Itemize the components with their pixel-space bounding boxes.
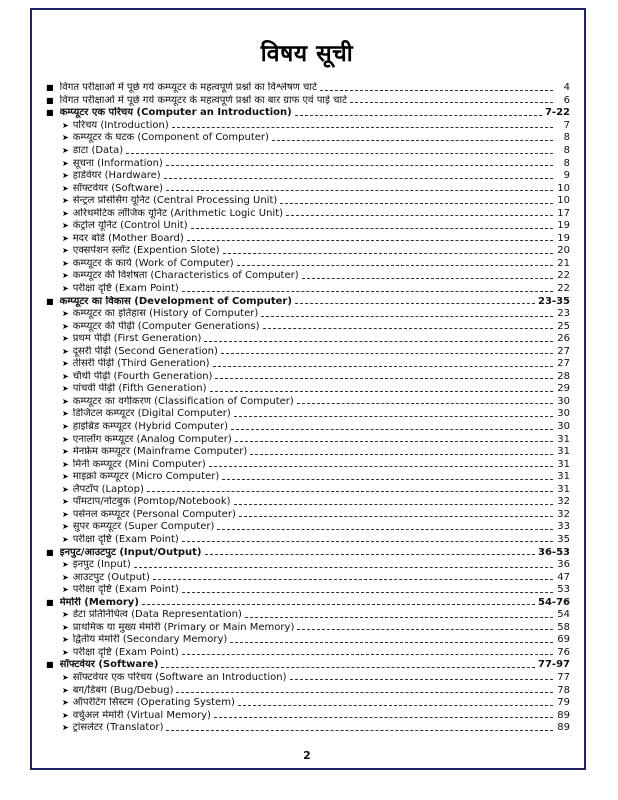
toc-entry — [44, 496, 570, 509]
toc-entry-label: पर्सनल कम्प्यूटर (Personal Computer) — [72, 508, 236, 520]
toc-entry — [44, 195, 570, 208]
dash-leader — [142, 604, 535, 605]
toc-entry — [44, 446, 570, 459]
arrow-bullet-icon: ➤ — [62, 208, 69, 218]
dash-leader — [217, 529, 553, 530]
square-bullet-icon: ■ — [46, 83, 54, 93]
toc-entry-label: आउटपुट (Output) — [72, 571, 150, 583]
arrow-bullet-icon: ➤ — [62, 685, 69, 695]
toc-entry — [44, 295, 570, 308]
toc-entry-label: एक्सपेंशन स्लॉट (Expention Slote) — [72, 245, 220, 257]
toc-entry-label: मेनफ्रेम कम्प्यूटर (Mainframe Computer) — [72, 446, 248, 458]
toc-entry-label: डेटा प्रतिनिधित्व (Data Representation) — [72, 609, 242, 621]
toc-entry-label: पॉमटाप/नोटबुक (Pomtop/Notebook) — [72, 496, 231, 508]
arrow-bullet-icon: ➤ — [62, 409, 69, 419]
page-title: विषय सूची — [260, 41, 354, 67]
arrow-bullet-icon: ➤ — [62, 196, 69, 206]
dash-leader — [239, 516, 553, 517]
dash-leader — [182, 592, 553, 593]
square-bullet-icon: ■ — [46, 597, 54, 607]
toc-entry-page: 30 — [557, 408, 570, 420]
toc-entry-page: 4 — [563, 82, 570, 94]
dash-leader — [153, 579, 553, 580]
arrow-bullet-icon: ➤ — [62, 146, 69, 155]
page-number: 2 — [303, 749, 311, 762]
dash-leader — [204, 341, 553, 342]
arrow-bullet-icon: ➤ — [62, 321, 69, 331]
toc-entry — [44, 270, 570, 283]
arrow-bullet-icon: ➤ — [62, 434, 69, 444]
toc-entry-page: 78 — [557, 684, 570, 696]
toc-entry-page: 32 — [557, 508, 570, 520]
page-border-frame — [30, 8, 586, 770]
toc-entry-label: विगत परीक्षाओं में पूछे गये कम्प्यूटर के महत्वपूर्ण प्रश्नों का बार ग्राफ एवं पाई चार्ट — [59, 94, 348, 106]
toc-entry-page: 27 — [557, 358, 570, 370]
toc-entry-page: 20 — [557, 245, 570, 257]
arrow-bullet-icon: ➤ — [62, 334, 69, 344]
toc-list — [44, 82, 570, 747]
toc-entry — [44, 345, 570, 358]
toc-entry-label: परीक्षा दृष्टि (Exam Point) — [72, 283, 179, 295]
dash-leader — [280, 203, 553, 204]
dash-leader — [172, 127, 553, 128]
toc-entry-page: 23-35 — [538, 295, 570, 307]
toc-entry — [44, 145, 570, 158]
arrow-bullet-icon: ➤ — [62, 572, 69, 582]
toc-entry-page: 76 — [557, 646, 570, 658]
toc-entry-page: 6 — [563, 94, 570, 106]
toc-entry-label: तीसरी पीढ़ी (Third Generation) — [72, 358, 210, 370]
arrow-bullet-icon: ➤ — [62, 120, 69, 130]
toc-entry-page: 26 — [557, 333, 570, 345]
dash-leader — [238, 705, 553, 706]
dash-leader — [191, 228, 553, 229]
toc-entry-label: कम्प्यूटर का विकास (Development of Computer) — [59, 295, 292, 307]
toc-entry-page: 79 — [557, 697, 570, 709]
dash-leader — [134, 567, 553, 568]
dash-leader — [222, 479, 553, 480]
toc-entry-page: 23 — [557, 308, 570, 320]
toc-entry-label: दूसरी पीढ़ी (Second Generation) — [72, 345, 218, 357]
arrow-bullet-icon: ➤ — [62, 447, 69, 457]
toc-entry — [44, 709, 570, 722]
toc-entry — [44, 371, 570, 384]
arrow-bullet-icon: ➤ — [62, 171, 69, 181]
toc-entry — [44, 95, 570, 108]
toc-entry-page: 33 — [557, 521, 570, 533]
toc-entry — [44, 672, 570, 685]
toc-entry — [44, 182, 570, 195]
toc-entry-page: 32 — [557, 496, 570, 508]
toc-entry — [44, 509, 570, 522]
toc-entry-label: चौथी पीढ़ी (Fourth Generation) — [72, 370, 213, 382]
toc-entry-page: 19 — [557, 232, 570, 244]
toc-entry-page: 77-97 — [538, 659, 570, 671]
dash-leader — [234, 504, 553, 505]
toc-entry-page: 8 — [563, 132, 570, 144]
toc-entry-page: 47 — [557, 571, 570, 583]
arrow-bullet-icon: ➤ — [62, 158, 69, 168]
arrow-bullet-icon: ➤ — [62, 221, 69, 231]
toc-entry-page: 30 — [557, 395, 570, 407]
toc-entry-label: डिजिटल कम्प्यूटर (Digital Computer) — [72, 408, 231, 420]
toc-entry-label: अरिथमेटिक लॉजिक यूनिट (Arithmetic Logic Unit) — [72, 207, 284, 219]
arrow-bullet-icon: ➤ — [62, 509, 69, 519]
arrow-bullet-icon: ➤ — [62, 560, 69, 570]
arrow-bullet-icon: ➤ — [62, 484, 69, 494]
dash-leader — [234, 416, 553, 417]
toc-entry-page: 31 — [557, 471, 570, 483]
toc-entry-page: 7 — [563, 119, 570, 131]
toc-entry-page: 31 — [557, 483, 570, 495]
dash-leader — [297, 403, 553, 404]
arrow-bullet-icon: ➤ — [62, 422, 69, 432]
toc-entry — [44, 722, 570, 735]
dash-leader — [286, 215, 553, 216]
dash-leader — [295, 303, 535, 304]
toc-entry — [44, 421, 570, 434]
toc-entry-page: 7-22 — [544, 107, 570, 119]
toc-entry-page: 9 — [563, 170, 570, 182]
toc-entry-label: प्रथम पीढ़ी (First Generation) — [72, 333, 202, 345]
toc-entry-label: सॉफ्टवेयर (Software) — [72, 182, 164, 194]
toc-entry — [44, 546, 570, 559]
toc-entry-page: 31 — [557, 446, 570, 458]
toc-entry-label: ऑपरेटिंग सिस्टम (Operating System) — [72, 697, 235, 709]
toc-entry-label: द्वितीय मेमोरी (Secondary Memory) — [72, 634, 228, 646]
toc-entry-page: 69 — [557, 634, 570, 646]
toc-entry-label: परिचय (Introduction) — [72, 119, 169, 131]
toc-entry — [44, 220, 570, 233]
toc-entry-page: 77 — [557, 671, 570, 683]
dash-leader — [237, 265, 553, 266]
toc-entry — [44, 596, 570, 609]
toc-entry — [44, 484, 570, 497]
arrow-bullet-icon: ➤ — [62, 585, 69, 595]
toc-entry-label: बग/डिबग (Bug/Debug) — [72, 684, 174, 696]
dash-leader — [295, 115, 542, 116]
toc-entry-label: कम्प्यूटर की पीढ़ी (Computer Generations) — [72, 320, 260, 332]
arrow-bullet-icon: ➤ — [62, 371, 69, 381]
arrow-bullet-icon: ➤ — [62, 497, 69, 507]
toc-entry-page: 31 — [557, 458, 570, 470]
toc-entry-page: 8 — [563, 145, 570, 156]
arrow-bullet-icon: ➤ — [62, 246, 69, 256]
arrow-bullet-icon: ➤ — [62, 183, 69, 193]
toc-entry-label: हाइब्रिड कम्प्यूटर (Hybrid Computer) — [72, 421, 229, 433]
toc-entry — [44, 333, 570, 346]
toc-entry-page: 25 — [557, 320, 570, 332]
dash-leader — [297, 629, 553, 630]
toc-entry-label: सॉफ्टवेयर (Software) — [59, 659, 159, 671]
dash-leader — [221, 353, 553, 354]
toc-entry-page: 36 — [557, 559, 570, 571]
toc-entry — [44, 283, 570, 296]
square-bullet-icon: ■ — [46, 95, 54, 105]
toc-entry — [44, 471, 570, 484]
toc-entry-label: परीक्षा दृष्टि (Exam Point) — [72, 533, 179, 545]
toc-entry — [44, 697, 570, 710]
dash-leader — [245, 617, 553, 618]
toc-entry-label: हार्डवेयर (Hardware) — [72, 170, 161, 182]
toc-entry-page: 31 — [557, 433, 570, 445]
toc-entry-page: 30 — [557, 421, 570, 433]
toc-entry-label: सुपर कम्प्यूटर (Super Computer) — [72, 521, 215, 533]
arrow-bullet-icon: ➤ — [62, 359, 69, 369]
toc-entry-page: 28 — [557, 370, 570, 382]
dash-leader — [147, 491, 553, 492]
dash-leader — [182, 654, 553, 655]
dash-leader — [182, 541, 553, 542]
toc-entry — [44, 107, 570, 120]
toc-entry-label: प्राथमिक या मुख्य मेमोरी (Primary or Main Memory) — [72, 621, 295, 633]
toc-entry-label: विगत परीक्षाओं में पूछे गये कम्प्यूटर के महत्वपूर्ण प्रश्नों का विश्लेषण चार्ट — [59, 82, 318, 94]
arrow-bullet-icon: ➤ — [62, 647, 69, 657]
toc-entry — [44, 82, 570, 95]
toc-entry-page: 21 — [557, 257, 570, 269]
toc-entry-page: 22 — [557, 270, 570, 282]
toc-entry-page: 29 — [557, 383, 570, 395]
toc-entry-label: कंट्रोल यूनिट (Control Unit) — [72, 220, 188, 232]
arrow-bullet-icon: ➤ — [62, 233, 69, 243]
toc-entry — [44, 245, 570, 258]
dash-leader — [166, 190, 553, 191]
toc-entry — [44, 634, 570, 647]
toc-entry — [44, 584, 570, 597]
toc-entry-label: सॉफ्टवेयर एक परिचय (Software an Introduction) — [72, 671, 287, 683]
toc-entry-label: परीक्षा दृष्टि (Exam Point) — [72, 646, 179, 658]
arrow-bullet-icon: ➤ — [62, 133, 69, 143]
toc-entry — [44, 120, 570, 133]
arrow-bullet-icon: ➤ — [62, 635, 69, 645]
dash-leader — [126, 153, 553, 154]
toc-entry — [44, 521, 570, 534]
dash-leader — [161, 667, 535, 668]
dash-leader — [290, 679, 553, 680]
dash-leader — [210, 391, 554, 392]
toc-entry-page: 54 — [557, 609, 570, 621]
arrow-bullet-icon: ➤ — [62, 271, 69, 281]
dash-leader — [230, 642, 553, 643]
arrow-bullet-icon: ➤ — [62, 309, 69, 319]
dash-leader — [166, 165, 553, 166]
toc-entry-page: 10 — [557, 195, 570, 207]
toc-entry-page: 58 — [557, 621, 570, 633]
toc-entry-label: कम्प्यूटर के कार्य (Work of Computer) — [72, 257, 234, 269]
dash-leader — [261, 316, 553, 317]
toc-entry-label: कम्प्यूटर एक परिचय (Computer an Introduction) — [59, 107, 292, 119]
dash-leader — [166, 730, 553, 731]
square-bullet-icon: ■ — [46, 108, 54, 118]
dash-leader — [214, 717, 553, 718]
toc-entry-label: सेन्ट्रल प्रोसेसिंग यूनिट (Central Processing Unit) — [72, 195, 278, 207]
toc-entry — [44, 170, 570, 183]
arrow-bullet-icon: ➤ — [62, 346, 69, 356]
toc-entry — [44, 258, 570, 271]
toc-entry — [44, 559, 570, 572]
toc-entry — [44, 458, 570, 471]
toc-entry — [44, 647, 570, 660]
toc-entry-label: सूचना (Information) — [72, 157, 163, 169]
toc-entry-label: मेमोरी (Memory) — [59, 596, 139, 608]
toc-entry-label: इनपुट (Input) — [72, 559, 131, 571]
toc-entry-label: डाटा (Data) — [72, 145, 124, 156]
arrow-bullet-icon: ➤ — [62, 522, 69, 532]
dash-leader — [350, 102, 553, 103]
toc-entry-page: 53 — [557, 584, 570, 596]
toc-entry — [44, 659, 570, 672]
dash-leader — [176, 692, 553, 693]
arrow-bullet-icon: ➤ — [62, 698, 69, 708]
dash-leader — [164, 178, 553, 179]
arrow-bullet-icon: ➤ — [62, 672, 69, 682]
dash-leader — [182, 291, 553, 292]
toc-entry — [44, 132, 570, 145]
toc-entry-page: 27 — [557, 345, 570, 357]
dash-leader — [215, 378, 553, 379]
toc-entry-page: 35 — [557, 533, 570, 545]
dash-leader — [320, 90, 553, 91]
dash-leader — [205, 554, 536, 555]
square-bullet-icon: ■ — [46, 296, 54, 306]
dash-leader — [263, 328, 554, 329]
toc-entry-label: कम्प्यूटर का इतिहास (History of Computer) — [72, 308, 259, 320]
square-bullet-icon: ■ — [46, 547, 54, 557]
dash-leader — [223, 253, 553, 254]
toc-entry-page: 36-53 — [538, 546, 570, 558]
toc-entry-label: परीक्षा दृष्टि (Exam Point) — [72, 584, 179, 596]
toc-entry-page: 89 — [557, 709, 570, 721]
square-bullet-icon: ■ — [46, 660, 54, 670]
toc-entry — [44, 396, 570, 409]
toc-entry — [44, 433, 570, 446]
toc-entry-label: वर्चुअल मेमोरी (Virtual Memory) — [72, 709, 211, 721]
arrow-bullet-icon: ➤ — [62, 258, 69, 268]
toc-entry-page: 17 — [557, 207, 570, 219]
toc-entry — [44, 207, 570, 220]
toc-entry-label: इनपुट/आउटपुट (Input/Output) — [59, 546, 202, 558]
arrow-bullet-icon: ➤ — [62, 284, 69, 294]
toc-entry — [44, 383, 570, 396]
toc-entry-label: माइक्रो कम्प्यूटर (Micro Computer) — [72, 471, 220, 483]
toc-entry-page: 8 — [563, 157, 570, 169]
toc-entry-page: 54-76 — [538, 596, 570, 608]
arrow-bullet-icon: ➤ — [62, 459, 69, 469]
toc-entry — [44, 358, 570, 371]
arrow-bullet-icon: ➤ — [62, 384, 69, 394]
arrow-bullet-icon: ➤ — [62, 710, 69, 720]
toc-entry-label: कम्प्यूटर की विशेषता (Characteristics of Computer) — [72, 270, 299, 282]
toc-entry-page: 10 — [557, 182, 570, 194]
toc-entry — [44, 571, 570, 584]
dash-leader — [187, 240, 553, 241]
arrow-bullet-icon: ➤ — [62, 472, 69, 482]
toc-entry-label: एनालॉग कम्प्यूटर (Analog Computer) — [72, 433, 232, 445]
arrow-bullet-icon: ➤ — [62, 622, 69, 632]
dash-leader — [235, 441, 553, 442]
toc-entry — [44, 622, 570, 635]
toc-entry-label: मदर बोर्ड (Mother Board) — [72, 232, 184, 244]
dash-leader — [213, 366, 553, 367]
toc-entry-label: पांचवीं पीढ़ी (Fifth Generation) — [72, 383, 207, 395]
arrow-bullet-icon: ➤ — [62, 396, 69, 406]
toc-entry — [44, 320, 570, 333]
dash-leader — [272, 140, 553, 141]
arrow-bullet-icon: ➤ — [62, 610, 69, 620]
dash-leader — [302, 278, 553, 279]
toc-entry — [44, 684, 570, 697]
dash-leader — [250, 454, 553, 455]
toc-entry — [44, 534, 570, 547]
toc-entry — [44, 408, 570, 421]
toc-entry — [44, 308, 570, 321]
toc-entry-page: 22 — [557, 283, 570, 295]
toc-entry-page: 19 — [557, 220, 570, 232]
dash-leader — [231, 429, 553, 430]
dash-leader — [209, 466, 553, 467]
toc-entry-label: मिनी कम्प्यूटर (Mini Computer) — [72, 458, 206, 470]
toc-entry-page: 89 — [557, 722, 570, 734]
toc-entry-label: कम्प्यूटर का वर्गीकरण (Classification of Computer) — [72, 395, 294, 407]
toc-entry-label: ट्रांसलेटर (Translator) — [72, 722, 164, 734]
arrow-bullet-icon: ➤ — [62, 723, 69, 733]
toc-entry-label: लैपटॉप (Laptop) — [72, 483, 144, 495]
arrow-bullet-icon: ➤ — [62, 534, 69, 544]
toc-entry-label: कम्प्यूटर के घटक (Component of Computer) — [72, 132, 269, 144]
toc-entry — [44, 609, 570, 622]
toc-entry — [44, 157, 570, 170]
toc-entry — [44, 233, 570, 246]
